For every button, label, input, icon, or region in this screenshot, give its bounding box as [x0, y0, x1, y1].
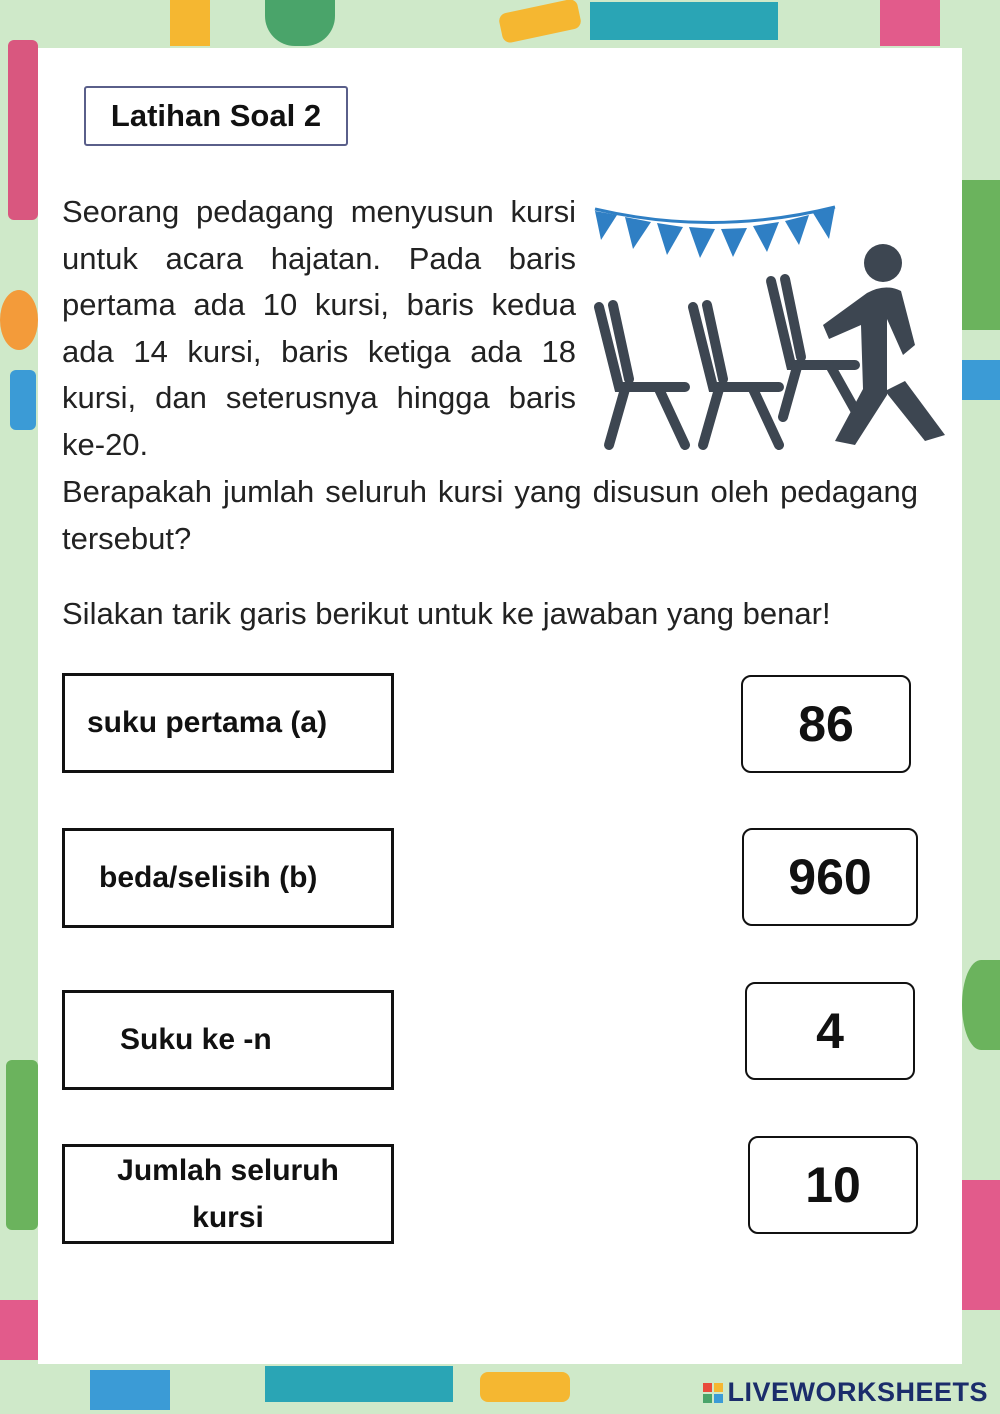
- label-box-nth-term[interactable]: [62, 990, 394, 1090]
- answer-box-10[interactable]: 10: [748, 1136, 918, 1234]
- label-box-total-chairs[interactable]: [62, 1144, 394, 1244]
- liveworksheets-logo-icon: [703, 1383, 723, 1403]
- answer-box-960[interactable]: 960: [742, 828, 918, 926]
- label-nth-term: Suku ke -n: [120, 1023, 272, 1056]
- worksheet-title: Latihan Soal 2: [84, 86, 348, 146]
- label-total-chairs-line2: kursi: [192, 1201, 264, 1234]
- answer-box-4[interactable]: 4: [745, 982, 915, 1080]
- label-box-difference[interactable]: [62, 828, 394, 928]
- chair-icon: [599, 305, 685, 445]
- chair-icon: [693, 305, 779, 445]
- instruction-text: Silakan tarik garis berikut untuk ke jawaban yang benar!: [62, 596, 831, 631]
- chair-arranging-illustration: [585, 195, 960, 455]
- answer-box-86[interactable]: 86: [741, 675, 911, 773]
- problem-text-part2: Berapakah jumlah seluruh kursi yang disusun oleh pedagang tersebut?: [62, 474, 918, 556]
- bunting-icon: [595, 207, 835, 258]
- liveworksheets-logo: [703, 1377, 988, 1408]
- person-pushing-chair-icon: [823, 244, 945, 445]
- problem-text-part1: Seorang pedagang menyusun kursi untuk acara hajatan. Pada baris pertama ada 10 kursi, baris kedua ada 14 kursi, baris ketiga ada 18 kursi, dan seterusnya hingga baris ke-20.: [62, 194, 576, 462]
- label-difference: beda/selisih (b): [99, 861, 318, 894]
- liveworksheets-brand: LIVEWORKSHEETS: [727, 1377, 988, 1407]
- label-first-term: suku pertama (a): [87, 706, 328, 739]
- chair-icon: [771, 279, 859, 417]
- label-total-chairs-line1: Jumlah seluruh: [117, 1154, 339, 1187]
- label-box-first-term[interactable]: [62, 673, 394, 773]
